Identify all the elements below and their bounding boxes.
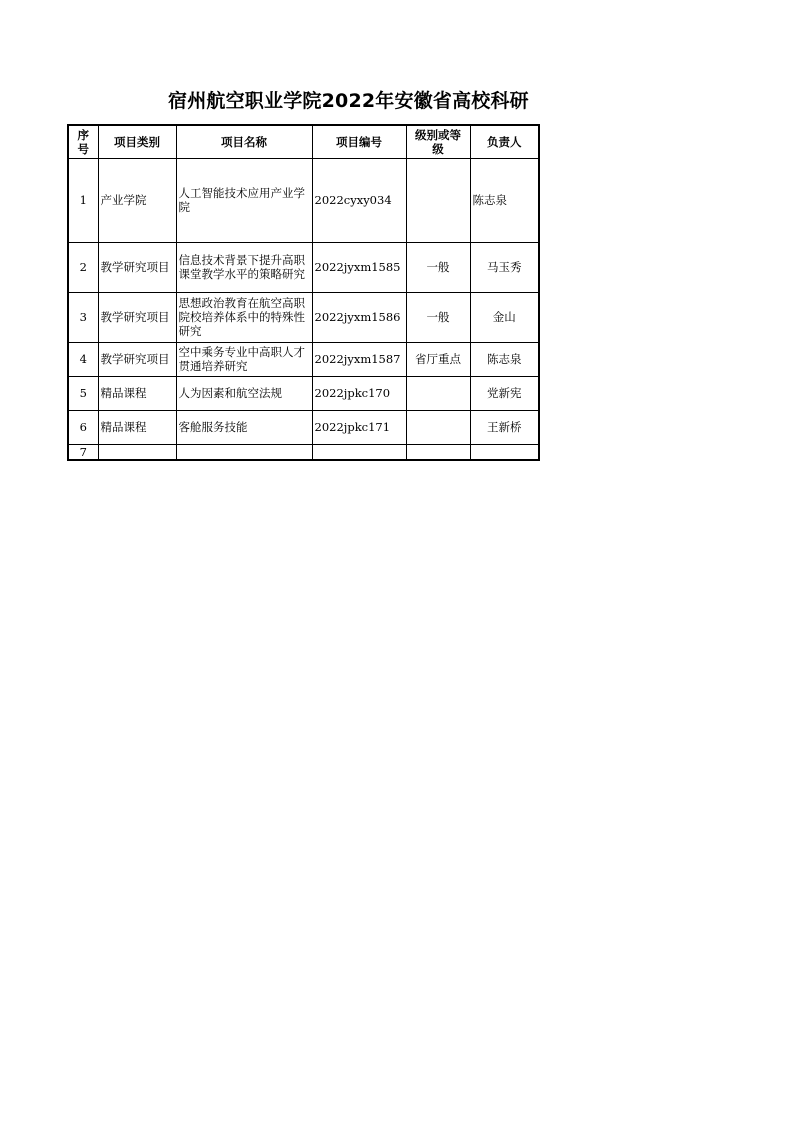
header-code: 项目编号 [312,125,406,158]
table-row [68,158,539,242]
cell-leader: 陈志泉 [470,342,539,376]
cell-category: 教学研究项目 [98,242,176,292]
header-category: 项目类别 [98,125,176,158]
cell-code: 2022cyxy034 [312,158,406,242]
cell-seq: 6 [68,410,98,444]
cell-seq: 7 [68,444,98,460]
cell-leader [470,444,539,460]
cell-category: 产业学院 [98,158,176,242]
cell-level [406,376,470,410]
document-title: 宿州航空职业学院2022年安徽省高校科研 [168,90,529,112]
cell-seq: 3 [68,292,98,342]
cell-category: 教学研究项目 [98,342,176,376]
cell-name: 思想政治教育在航空高职院校培养体系中的特殊性研究 [176,292,312,342]
cell-name: 客舱服务技能 [176,410,312,444]
cell-leader: 王新桥 [470,410,539,444]
cell-level: 省厅重点 [406,342,470,376]
cell-seq: 2 [68,242,98,292]
project-table [67,124,540,461]
header-leader: 负责人 [470,125,539,158]
cell-level [406,444,470,460]
table-row [68,410,539,444]
table-row [68,242,539,292]
cell-seq: 4 [68,342,98,376]
cell-code [312,444,406,460]
cell-name: 信息技术背景下提升高职课堂教学水平的策略研究 [176,242,312,292]
cell-code: 2022jpkc170 [312,376,406,410]
table-row [68,292,539,342]
cell-leader: 党新宪 [470,376,539,410]
cell-name [176,444,312,460]
cell-category: 精品课程 [98,376,176,410]
cell-leader: 马玉秀 [470,242,539,292]
cell-leader: 金山 [470,292,539,342]
table-row [68,342,539,376]
cell-code: 2022jyxm1585 [312,242,406,292]
table-row [68,444,539,460]
cell-name: 空中乘务专业中高职人才贯通培养研究 [176,342,312,376]
table-header-row [68,125,539,158]
cell-level [406,410,470,444]
table-row [68,376,539,410]
cell-level: 一般 [406,242,470,292]
cell-level [406,158,470,242]
header-level: 级别或等级 [406,125,470,158]
cell-category [98,444,176,460]
cell-name: 人工智能技术应用产业学院 [176,158,312,242]
title-clip [60,86,538,116]
cell-seq: 1 [68,158,98,242]
cell-category: 精品课程 [98,410,176,444]
header-seq: 序号 [68,125,98,158]
cell-code: 2022jyxm1586 [312,292,406,342]
cell-code: 2022jpkc171 [312,410,406,444]
cell-category: 教学研究项目 [98,292,176,342]
cell-code: 2022jyxm1587 [312,342,406,376]
cell-seq: 5 [68,376,98,410]
cell-level: 一般 [406,292,470,342]
cell-leader: 陈志泉 [470,158,539,242]
cell-name: 人为因素和航空法规 [176,376,312,410]
header-name: 项目名称 [176,125,312,158]
